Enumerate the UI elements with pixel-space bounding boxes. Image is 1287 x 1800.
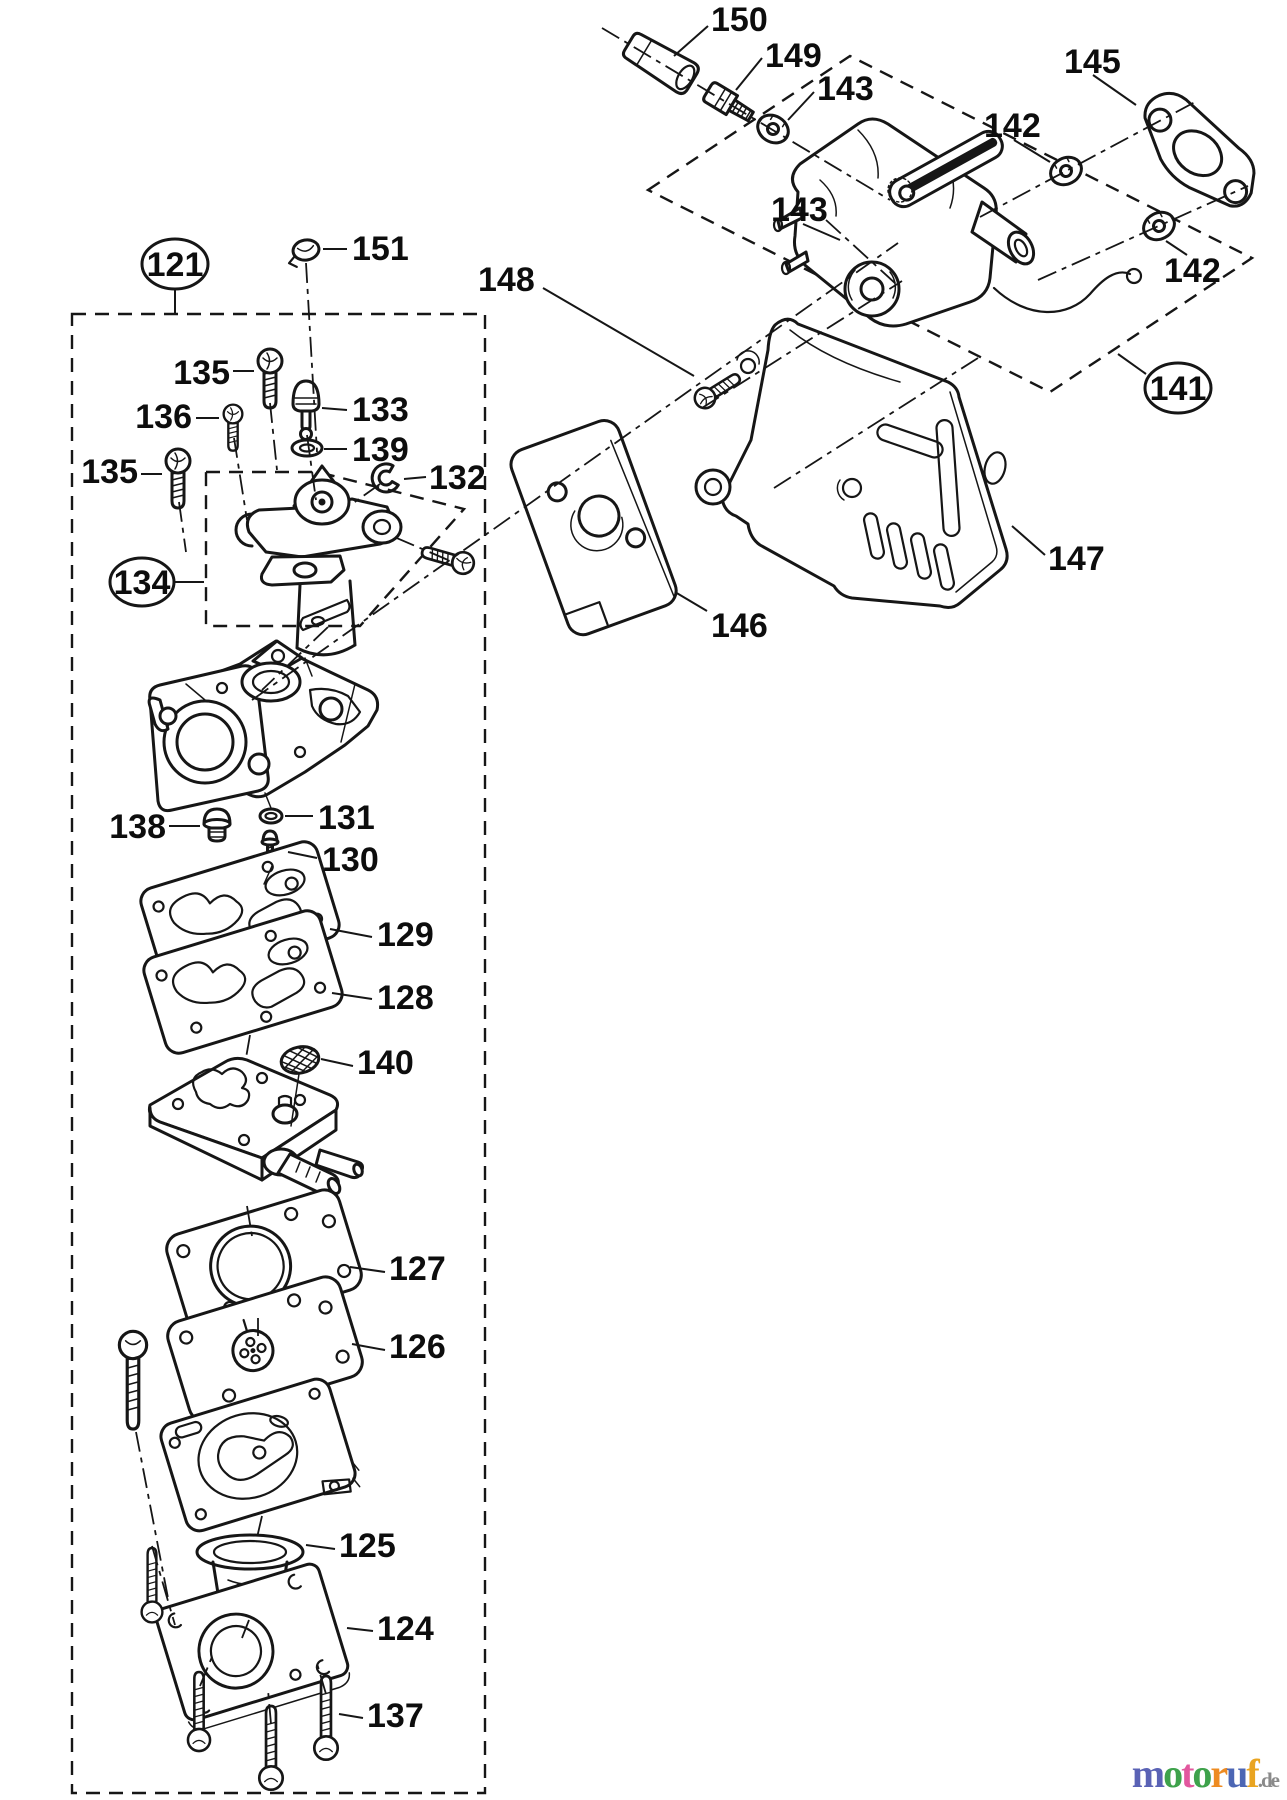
- part-147-insulator-plate: [696, 319, 1009, 607]
- label-148: 148: [478, 261, 535, 299]
- label-143a: 143: [817, 70, 874, 108]
- label-147: 147: [1048, 540, 1105, 578]
- label-139: 139: [352, 431, 409, 469]
- leader-150: [674, 26, 708, 56]
- leader-125: [306, 1545, 335, 1549]
- leader-146: [675, 592, 707, 611]
- leader-147: [1012, 526, 1045, 555]
- part-137-screw-a: [119, 1331, 146, 1429]
- motoruf-watermark-logo: [1132, 1751, 1280, 1796]
- wm-letter-u: u: [1226, 1751, 1247, 1796]
- label-135a: 135: [173, 354, 230, 392]
- leader-141: [1118, 354, 1146, 374]
- label-125: 125: [339, 1527, 396, 1565]
- axis-135a: [270, 403, 277, 470]
- balloon-134: [110, 558, 174, 606]
- balloon-121: [142, 239, 208, 289]
- label-142b: 142: [1164, 252, 1221, 290]
- balloon-141-label: 141: [1149, 370, 1207, 408]
- label-131: 131: [318, 799, 375, 837]
- balloon-141: [1145, 363, 1211, 413]
- label-129: 129: [377, 916, 434, 954]
- label-140: 140: [357, 1044, 414, 1082]
- leader-132: [404, 477, 426, 479]
- label-145: 145: [1064, 43, 1121, 81]
- label-151: 151: [352, 230, 409, 268]
- leader-137: [339, 1714, 363, 1718]
- leader-133: [322, 408, 347, 410]
- label-136: 136: [135, 398, 192, 436]
- part-carburetor-body: [149, 641, 377, 811]
- label-149: 149: [765, 37, 822, 75]
- label-128: 128: [377, 979, 434, 1017]
- label-132: 132: [429, 459, 486, 497]
- part-145-flange-gasket: [1125, 80, 1270, 225]
- part-138-plug: [204, 809, 230, 841]
- part-136-idle-screw: [224, 405, 243, 451]
- part-143-nut-a: [753, 110, 794, 149]
- part-131-o-ring: [260, 809, 282, 823]
- label-133: 133: [352, 391, 409, 429]
- balloon-134-label: 134: [113, 564, 171, 602]
- part-137-screw-b: [142, 1548, 163, 1622]
- wm-suffix: .de: [1257, 1768, 1278, 1792]
- axis-135b: [179, 502, 186, 552]
- wm-letter-t: t: [1181, 1751, 1193, 1796]
- part-148-screw-a: [691, 368, 744, 412]
- axis-128-pump: [246, 1035, 250, 1058]
- axis-136: [234, 438, 247, 520]
- part-pump-body: [149, 1058, 363, 1195]
- part-146-gasket: [506, 416, 680, 639]
- wm-letter-f: f: [1246, 1751, 1258, 1796]
- part-140-inlet-screen: [279, 1043, 322, 1076]
- label-130: 130: [322, 841, 379, 879]
- part-135-screw-upper: [258, 349, 282, 408]
- label-146: 146: [711, 607, 768, 645]
- leader-124: [347, 1628, 373, 1631]
- label-127: 127: [389, 1250, 446, 1288]
- label-142a: 142: [984, 107, 1041, 145]
- balloon-121-label: 121: [146, 246, 204, 284]
- leader-143a: [788, 92, 814, 120]
- label-150: 150: [711, 1, 768, 39]
- wm-letter-r: r: [1210, 1751, 1227, 1796]
- leader-148: [543, 288, 694, 376]
- part-135-screw-left: [166, 449, 190, 508]
- leader-140: [321, 1059, 353, 1066]
- wm-letter-m: m: [1131, 1751, 1164, 1796]
- label-124: 124: [377, 1610, 434, 1648]
- wm-letter-o2: o: [1192, 1751, 1211, 1796]
- wm-letter-o1: o: [1163, 1751, 1182, 1796]
- label-143b: 143: [771, 191, 828, 229]
- label-135b: 135: [81, 453, 138, 491]
- axis-cable-adjuster: [602, 28, 890, 200]
- label-126: 126: [389, 1328, 446, 1366]
- part-142-nut-b: [1139, 207, 1179, 245]
- label-137: 137: [367, 1697, 424, 1735]
- label-138: 138: [109, 808, 166, 846]
- leader-149: [736, 58, 762, 90]
- part-151-choke-cap: [286, 238, 322, 268]
- axis-134-screw: [392, 536, 448, 560]
